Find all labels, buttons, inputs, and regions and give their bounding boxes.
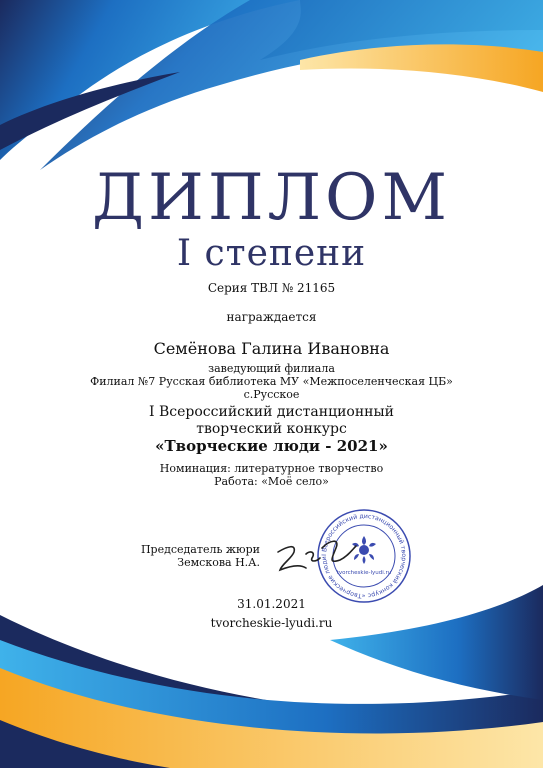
issue-date: 31.01.2021 — [237, 597, 306, 611]
jury-chair — [138, 543, 260, 569]
recipient-locality: с.Русское — [243, 388, 300, 401]
diploma-title: ДИПЛОМ — [91, 161, 452, 235]
website: tvorcheskie-lyudi.ru — [210, 616, 333, 630]
awarded-label: награждается — [226, 310, 317, 324]
stamp-inner-text: tvorcheskie-lyudi.ru — [336, 570, 392, 576]
recipient-position: заведующий филиала — [208, 362, 335, 375]
recipient-name: Семёнова Галина Ивановна — [153, 339, 390, 358]
contest-line-1: I Всероссийский дистанционный — [149, 404, 394, 420]
diploma-degree: I степени — [176, 233, 367, 274]
recipient-details — [0, 362, 543, 401]
series-number: Серия ТВЛ № 21165 — [207, 281, 336, 295]
nomination: Номинация: литературное творчество — [159, 462, 384, 475]
chair-signature — [270, 530, 360, 580]
chair-title: Председатель жюри — [140, 543, 260, 556]
stamp-ring-text: I Всероссийский дистанционный творческий конкурс «Творческие люди — [320, 512, 408, 600]
nomination-block — [0, 462, 543, 488]
chair-name: Земскова Н.А. — [177, 556, 260, 569]
contest-name: «Творческие люди - 2021» — [155, 437, 388, 455]
contest-line-2: творческий конкурс — [196, 421, 347, 437]
recipient-organization: Филиал №7 Русская библиотека МУ «Межпоселенческая ЦБ» — [90, 375, 453, 388]
contest-info — [0, 404, 543, 455]
work-title: Работа: «Моё село» — [214, 475, 329, 488]
